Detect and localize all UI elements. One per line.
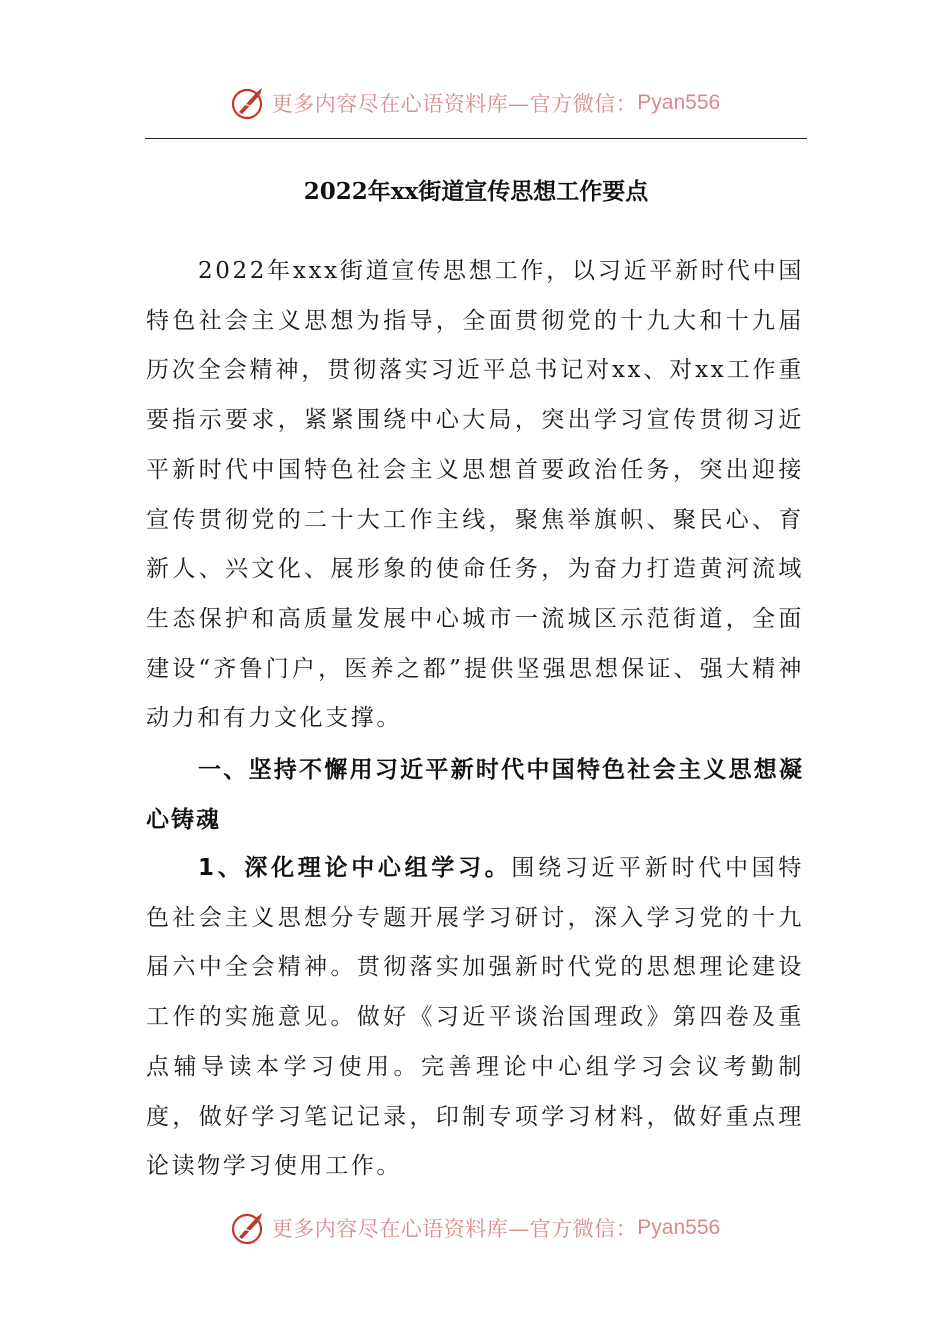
- item-1-lead: 1、深化理论中心组学习。: [198, 855, 512, 881]
- item-1-paragraph: [146, 844, 804, 1192]
- section-heading-1: 一、坚持不懈用习近平新时代中国特色社会主义思想凝心铸魂: [146, 757, 804, 833]
- footer-watermark: [0, 1208, 950, 1248]
- header-watermark: [0, 83, 950, 123]
- watermark-wechat-id: Pyan556: [637, 91, 721, 114]
- quill-logo-icon: [230, 85, 266, 121]
- watermark-wechat-id: Pyan556: [637, 1216, 721, 1239]
- quill-logo-icon: [230, 1210, 266, 1246]
- watermark-text: 更多内容尽在心语资料库—官方微信：: [271, 92, 638, 116]
- item-1-text: 围绕习近平新时代中国特色社会主义思想分专题开展学习研讨，深入学习党的十九届六中全会精神。贯彻落实加强新时代党的思想理论建设工作的实施意见。做好《习近平谈治国理政》第四卷及重点辅导读本学习使用。完善理论中心组学习会议考勤制度，做好学习笔记记录，印制专项学习材料，做好重点理论读物学习使用工作。: [146, 855, 804, 1180]
- document-title: 2022年xx街道宣传思想工作要点: [303, 178, 649, 205]
- watermark-text: 更多内容尽在心语资料库—官方微信：: [271, 1217, 638, 1241]
- intro-paragraph: 2022年xxx街道宣传思想工作，以习近平新时代中国特色社会主义思想为指导，全面贯彻党的十九大和十九届历次全会精神，贯彻落实习近平总书记对xx、对xx工作重要指示要求，紧紧围绕中心大局，突出学习宣传贯彻习近平新时代中国特色社会主义思想首要政治任务，突出迎接宣传贯彻党的二十大工作主线，聚焦举旗帜、聚民心、育新人、兴文化、展形象的使命任务，为奋力打造黄河流域生态保护和高质量发展中心城市一流城区示范街道，全面建设“齐鲁门户，医养之都”提供坚强思想保证、强大精神动力和有力文化支撑。: [146, 258, 804, 732]
- header-divider: [145, 138, 807, 139]
